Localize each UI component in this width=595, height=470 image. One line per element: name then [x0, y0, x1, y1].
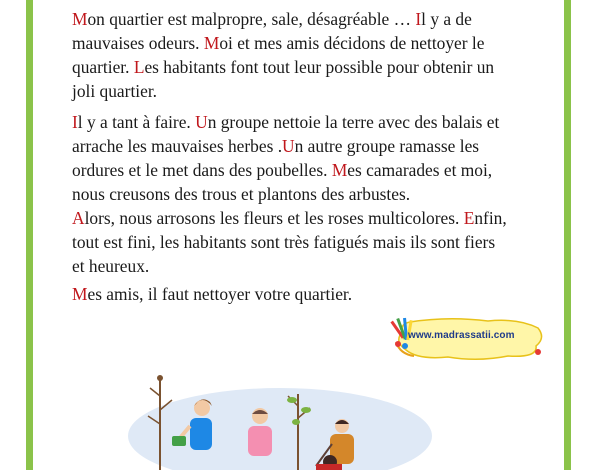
text-segment: tout est fini, les habitants sont très fatigués mais ils sont fiers [72, 232, 496, 252]
paragraph-1 [72, 7, 542, 103]
red-initial-letter: M [331, 160, 348, 180]
text-segment: ordures et le met dans des poubelles. [72, 160, 332, 180]
red-initial-letter: M [72, 9, 88, 29]
text-segment: nfin, [474, 208, 507, 228]
red-initial-letter: U [282, 136, 295, 156]
text-segment: es camarades et moi, [347, 160, 493, 180]
text-segment: mauvaises odeurs. [72, 33, 204, 53]
text-segment: n autre groupe ramasse les [294, 136, 480, 156]
text-segment: n groupe nettoie la terre avec des balais et [207, 112, 500, 132]
red-initial-letter: M [203, 33, 220, 53]
text-segment: et heureux. [72, 256, 150, 276]
text-segment: es habitants font tout leur possible pour obtenir un [144, 57, 495, 77]
cut-off-text-line [72, 0, 152, 3]
children-gardening-illustration [120, 366, 440, 470]
text-segment: arrache les mauvaises herbes . [72, 136, 283, 156]
text-segment: l y a tant à faire. [77, 112, 196, 132]
text-segment: l y a de [421, 9, 472, 29]
red-initial-letter: I [72, 112, 78, 132]
red-initial-letter: A [72, 208, 85, 228]
text-segment: quartier. [72, 57, 134, 77]
text-segment: on quartier est malpropre, sale, désagréable … [87, 9, 416, 29]
text-segment: nous creusons des trous et plantons des arbustes. [72, 184, 411, 204]
text-segment: es amis, il faut nettoyer votre quartier. [87, 284, 353, 304]
red-initial-letter: I [415, 9, 422, 29]
paragraph-4 [72, 282, 542, 306]
page-border-right [564, 0, 571, 470]
red-initial-letter: U [195, 112, 208, 132]
text-segment: oi et mes amis décidons de nettoyer le [219, 33, 485, 53]
red-initial-letter: L [133, 57, 145, 77]
text-segment: lors, nous arrosons les fleurs et les roses multicolores. [84, 208, 464, 228]
text-segment: joli quartier. [72, 81, 157, 101]
logo-website-text: www.madrassatii.com [408, 330, 515, 341]
paragraph-2 [72, 110, 542, 206]
page-border-left [26, 0, 33, 470]
red-initial-letter: M [72, 284, 88, 304]
paragraph-3 [72, 206, 542, 278]
red-initial-letter: E [463, 208, 475, 228]
